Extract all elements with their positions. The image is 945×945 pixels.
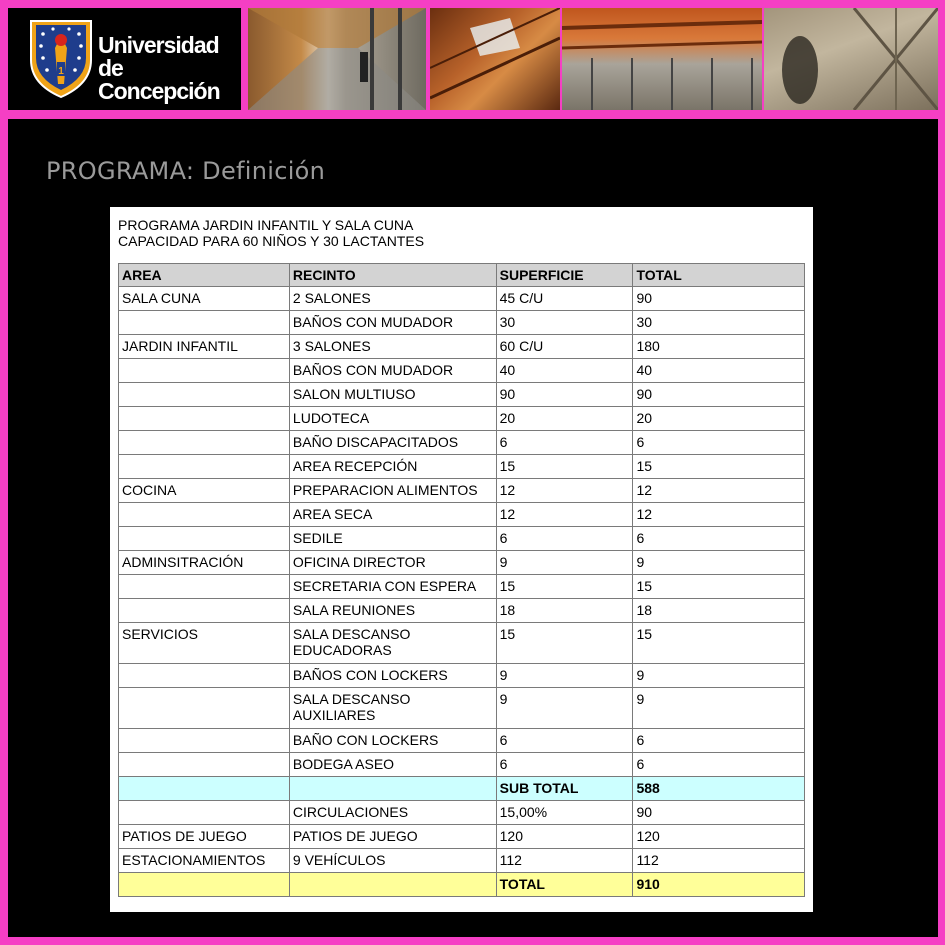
cell-recinto: BAÑO CON LOCKERS <box>289 729 496 753</box>
cell-superficie: 60 C/U <box>496 335 633 359</box>
table-row <box>119 688 805 729</box>
cell-total: 6 <box>633 431 805 455</box>
program-table <box>118 263 805 897</box>
cell-superficie: SUB TOTAL <box>496 777 633 801</box>
corridor-image <box>248 8 426 110</box>
cell-superficie: 9 <box>496 688 633 729</box>
cell-total: 6 <box>633 527 805 551</box>
cell-recinto: 9 VEHÍCULOS <box>289 849 496 873</box>
cell-recinto: BAÑOS CON LOCKERS <box>289 664 496 688</box>
cell-total: 40 <box>633 359 805 383</box>
column-header-area: AREA <box>119 264 290 287</box>
cell-recinto: 3 SALONES <box>289 335 496 359</box>
cell-area <box>119 873 290 897</box>
facade-image <box>562 8 762 110</box>
cell-area <box>119 575 290 599</box>
cell-recinto: SEDILE <box>289 527 496 551</box>
cell-superficie: 9 <box>496 551 633 575</box>
cell-recinto: BAÑOS CON MUDADOR <box>289 311 496 335</box>
photo-stone-arch <box>764 8 938 110</box>
table-row <box>119 599 805 623</box>
cell-superficie: 15 <box>496 455 633 479</box>
cell-recinto: AREA RECEPCIÓN <box>289 455 496 479</box>
table-row <box>119 407 805 431</box>
cell-superficie: 6 <box>496 527 633 551</box>
cell-superficie: 120 <box>496 825 633 849</box>
shield-icon <box>28 18 94 100</box>
cell-recinto: SALA DESCANSO EDUCADORAS <box>289 623 496 664</box>
cell-total: 15 <box>633 575 805 599</box>
page-title: PROGRAMA: Definición <box>46 157 326 185</box>
cell-total: 90 <box>633 383 805 407</box>
cell-recinto: BODEGA ASEO <box>289 753 496 777</box>
cell-superficie: 20 <box>496 407 633 431</box>
photo-wood-ceiling <box>430 8 560 110</box>
table-header-row <box>119 264 805 287</box>
table-row <box>119 431 805 455</box>
cell-superficie: 15 <box>496 575 633 599</box>
cell-recinto: BAÑO DISCAPACITADOS <box>289 431 496 455</box>
table-row <box>119 359 805 383</box>
table-row <box>119 311 805 335</box>
cell-area: JARDIN INFANTIL <box>119 335 290 359</box>
cell-recinto: SECRETARIA CON ESPERA <box>289 575 496 599</box>
cell-area <box>119 777 290 801</box>
cell-area: ADMINSITRACIÓN <box>119 551 290 575</box>
column-header-superficie: SUPERFICIE <box>496 264 633 287</box>
cell-superficie: TOTAL <box>496 873 633 897</box>
cell-area <box>119 688 290 729</box>
cell-area <box>119 729 290 753</box>
cell-recinto: SALA REUNIONES <box>289 599 496 623</box>
cell-recinto: LUDOTECA <box>289 407 496 431</box>
cell-area <box>119 527 290 551</box>
document-title-line-2: CAPACIDAD PARA 60 NIÑOS Y 30 LACTANTES <box>118 233 425 249</box>
cell-area <box>119 599 290 623</box>
cell-superficie: 6 <box>496 729 633 753</box>
cell-total: 90 <box>633 287 805 311</box>
svg-text:1: 1 <box>58 66 64 77</box>
cell-recinto: PREPARACION ALIMENTOS <box>289 479 496 503</box>
cell-total: 12 <box>633 503 805 527</box>
cell-total: 18 <box>633 599 805 623</box>
content-panel <box>8 119 938 937</box>
cell-area <box>119 383 290 407</box>
cell-recinto: SALA DESCANSO AUXILIARES <box>289 688 496 729</box>
program-document <box>110 207 813 912</box>
table-row <box>119 575 805 599</box>
cell-total: 588 <box>633 777 805 801</box>
cell-superficie: 12 <box>496 503 633 527</box>
cell-total: 30 <box>633 311 805 335</box>
photo-corridor <box>248 8 426 110</box>
table-row <box>119 503 805 527</box>
cell-total: 180 <box>633 335 805 359</box>
cell-area: ESTACIONAMIENTOS <box>119 849 290 873</box>
table-body <box>119 287 805 897</box>
cell-total: 910 <box>633 873 805 897</box>
cell-recinto: OFICINA DIRECTOR <box>289 551 496 575</box>
table-row <box>119 479 805 503</box>
cell-superficie: 6 <box>496 431 633 455</box>
cell-total: 90 <box>633 801 805 825</box>
cell-total: 6 <box>633 753 805 777</box>
cell-superficie: 90 <box>496 383 633 407</box>
header-banner <box>8 8 938 110</box>
cell-recinto: BAÑOS CON MUDADOR <box>289 359 496 383</box>
university-logo[interactable] <box>8 8 241 110</box>
cell-superficie: 15 <box>496 623 633 664</box>
cell-total: 9 <box>633 688 805 729</box>
cell-recinto: AREA SECA <box>289 503 496 527</box>
column-header-recinto: RECINTO <box>289 264 496 287</box>
cell-area <box>119 801 290 825</box>
column-header-total: TOTAL <box>633 264 805 287</box>
table-row <box>119 664 805 688</box>
cell-area: SERVICIOS <box>119 623 290 664</box>
cell-area <box>119 311 290 335</box>
table-row <box>119 455 805 479</box>
cell-superficie: 15,00% <box>496 801 633 825</box>
table-row <box>119 287 805 311</box>
cell-area <box>119 753 290 777</box>
cell-superficie: 112 <box>496 849 633 873</box>
cell-recinto: 2 SALONES <box>289 287 496 311</box>
cell-area <box>119 503 290 527</box>
cell-total: 12 <box>633 479 805 503</box>
table-row <box>119 873 805 897</box>
cell-superficie: 12 <box>496 479 633 503</box>
document-title-line-1: PROGRAMA JARDIN INFANTIL Y SALA CUNA <box>118 217 414 233</box>
cell-area: PATIOS DE JUEGO <box>119 825 290 849</box>
cell-recinto: PATIOS DE JUEGO <box>289 825 496 849</box>
table-row <box>119 729 805 753</box>
table-row <box>119 801 805 825</box>
logo-text <box>98 34 241 103</box>
cell-superficie: 45 C/U <box>496 287 633 311</box>
cell-superficie: 9 <box>496 664 633 688</box>
cell-total: 6 <box>633 729 805 753</box>
cell-total: 20 <box>633 407 805 431</box>
cell-total: 15 <box>633 623 805 664</box>
cell-superficie: 18 <box>496 599 633 623</box>
photo-glass-facade <box>562 8 762 110</box>
cell-area <box>119 455 290 479</box>
cell-total: 120 <box>633 825 805 849</box>
table-row <box>119 849 805 873</box>
ceiling-image <box>430 8 560 110</box>
document-title <box>118 217 424 249</box>
cell-recinto: SALON MULTIUSO <box>289 383 496 407</box>
cell-total: 112 <box>633 849 805 873</box>
cell-superficie: 30 <box>496 311 633 335</box>
logo-line-2: de Concepción <box>98 55 220 104</box>
cell-recinto <box>289 873 496 897</box>
cell-area <box>119 431 290 455</box>
cell-superficie: 6 <box>496 753 633 777</box>
table-row <box>119 753 805 777</box>
cell-area: SALA CUNA <box>119 287 290 311</box>
table-row <box>119 825 805 849</box>
cell-superficie: 40 <box>496 359 633 383</box>
cell-area: COCINA <box>119 479 290 503</box>
table-row <box>119 777 805 801</box>
table-row <box>119 623 805 664</box>
cell-area <box>119 664 290 688</box>
table-row <box>119 335 805 359</box>
cell-total: 9 <box>633 664 805 688</box>
cell-recinto: CIRCULACIONES <box>289 801 496 825</box>
cell-area <box>119 359 290 383</box>
table-row <box>119 551 805 575</box>
arch-image <box>764 8 938 110</box>
logo-line-1: Universidad <box>98 32 219 58</box>
cell-recinto <box>289 777 496 801</box>
table-row <box>119 527 805 551</box>
cell-total: 15 <box>633 455 805 479</box>
cell-area <box>119 407 290 431</box>
cell-total: 9 <box>633 551 805 575</box>
table-row <box>119 383 805 407</box>
